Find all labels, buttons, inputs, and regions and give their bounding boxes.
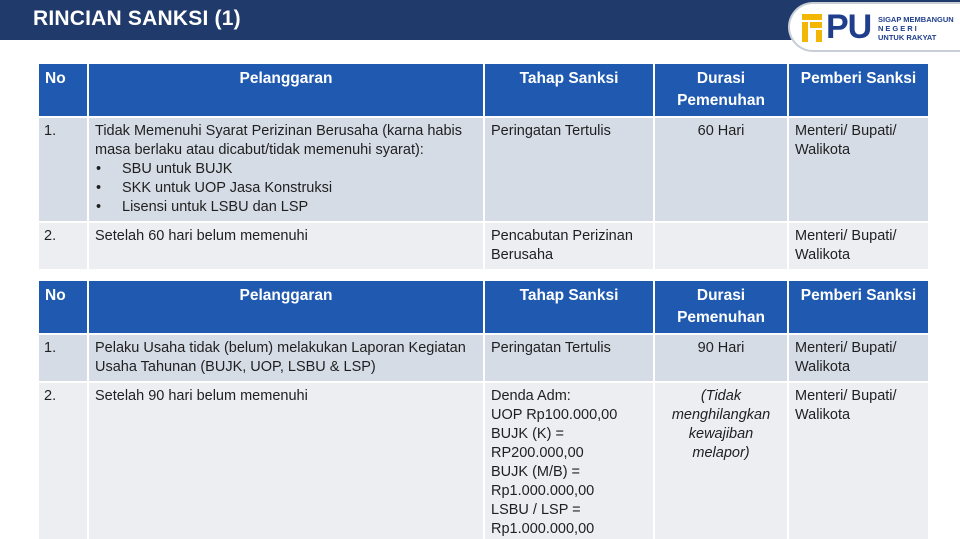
cell-no: 1. — [39, 118, 87, 221]
col-header-pelanggaran: Pelanggaran — [89, 64, 483, 116]
cell-pemberi-sanksi: Menteri/ Bupati/ Walikota — [789, 223, 928, 269]
cell-pelanggaran — [89, 118, 483, 221]
sanction-table-1 — [37, 62, 930, 271]
table-row — [39, 335, 928, 381]
pelanggaran-text: Tidak Memenuhi Syarat Perizinan Berusaha (karna habis masa berlaku atau dicabut/tidak memenuhi syarat): — [95, 123, 462, 158]
fine-line: LSBU / LSP = — [491, 502, 581, 518]
cell-pelanggaran: Pelaku Usaha tidak (belum) melakukan Laporan Kegiatan Usaha Tahunan (BUJK, UOP, LSBU & LSP) — [89, 335, 483, 381]
requirement-list — [95, 160, 477, 217]
cell-pelanggaran: Setelah 60 hari belum memenuhi — [89, 223, 483, 269]
col-header-durasi: Durasi Pemenuhan — [655, 64, 787, 116]
cell-no: 2. — [39, 223, 87, 269]
fine-line: Rp1.000.000,00 — [491, 483, 595, 499]
cell-pemberi-sanksi: Menteri/ Bupati/ Walikota — [789, 118, 928, 221]
logo-wordmark: PU — [826, 8, 872, 46]
col-header-pelanggaran: Pelanggaran — [89, 281, 483, 333]
col-header-durasi: Durasi Pemenuhan — [655, 281, 787, 333]
pu-logo — [788, 2, 960, 52]
cell-tahap-sanksi: Pencabutan Perizinan Berusaha — [485, 223, 653, 269]
page-title: RINCIAN SANKSI (1) — [33, 7, 241, 30]
table-row — [39, 118, 928, 221]
col-header-no: No — [39, 64, 87, 116]
cell-durasi — [655, 223, 787, 269]
fine-line: BUJK (M/B) = — [491, 464, 581, 480]
pu-emblem-icon — [802, 14, 822, 42]
logo-tagline: SIGAP MEMBANGUN NEGERI UNTUK RAKYAT — [878, 15, 954, 42]
col-header-tahap-sanksi: Tahap Sanksi — [485, 281, 653, 333]
cell-tahap-sanksi: Peringatan Tertulis — [485, 335, 653, 381]
cell-durasi: 90 Hari — [655, 335, 787, 381]
list-item: • SBU untuk BUJK — [95, 160, 477, 179]
cell-tahap-sanksi: Peringatan Tertulis — [485, 118, 653, 221]
cell-no: 1. — [39, 335, 87, 381]
cell-pemberi-sanksi: Menteri/ Bupati/ Walikota — [789, 383, 928, 539]
cell-tahap-sanksi — [485, 383, 653, 539]
cell-pemberi-sanksi: Menteri/ Bupati/ Walikota — [789, 335, 928, 381]
fine-line: Denda Adm: — [491, 388, 571, 404]
table-row — [39, 223, 928, 269]
col-header-tahap-sanksi: Tahap Sanksi — [485, 64, 653, 116]
cell-durasi: 60 Hari — [655, 118, 787, 221]
table-header-row — [39, 64, 928, 116]
cell-no: 2. — [39, 383, 87, 539]
fine-line: RP200.000,00 — [491, 445, 584, 461]
table-header-row — [39, 281, 928, 333]
list-item: • Lisensi untuk LSBU dan LSP — [95, 198, 477, 217]
fine-line: BUJK (K) = — [491, 426, 564, 442]
table-row — [39, 383, 928, 539]
cell-pelanggaran: Setelah 90 hari belum memenuhi — [89, 383, 483, 539]
cell-durasi: (Tidak menghilangkan kewajiban melapor) — [655, 383, 787, 539]
col-header-no: No — [39, 281, 87, 333]
fine-line: UOP Rp100.000,00 — [491, 407, 618, 423]
fine-line: Rp1.000.000,00 — [491, 521, 595, 537]
col-header-pemberi-sanksi: Pemberi Sanksi — [789, 281, 928, 333]
list-item: • SKK untuk UOP Jasa Konstruksi — [95, 179, 477, 198]
col-header-pemberi-sanksi: Pemberi Sanksi — [789, 64, 928, 116]
sanction-table-2 — [37, 279, 930, 539]
